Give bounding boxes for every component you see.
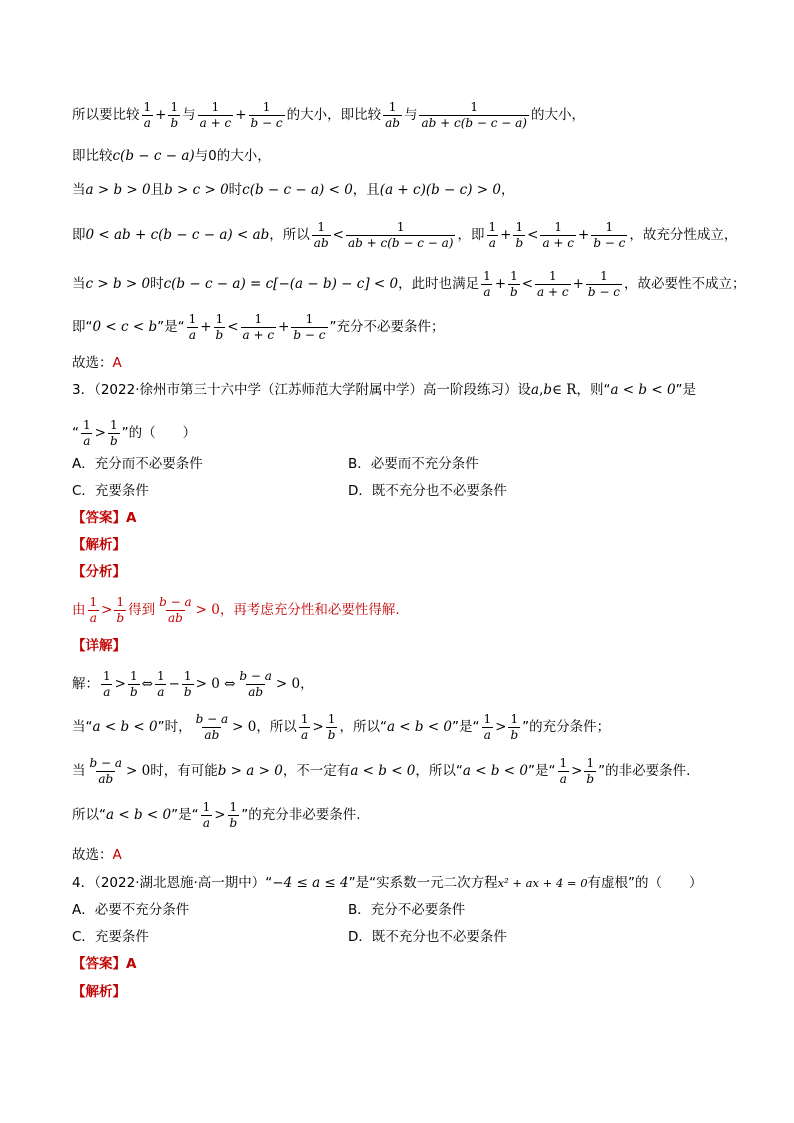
text: 3．（2022·徐州市第三十六中学（江苏师范大学附属中学）高一阶段练习）设 [72, 382, 531, 398]
answer-letter: A [126, 956, 137, 972]
analysis-label: 【解析】 [72, 984, 126, 1000]
text: 且 [150, 182, 165, 198]
text: “ [72, 424, 79, 441]
text: ，故充分性成立， [629, 226, 738, 243]
text: 当“ [72, 718, 93, 735]
text: ，即 [457, 226, 485, 243]
text: ，则“ [576, 382, 611, 398]
frac-1-a: $\frac{1}{a}$ [143, 100, 152, 131]
text: ”的充分非必要条件. [241, 806, 361, 823]
text: ”的（ ） [121, 424, 197, 441]
text: ”的非必要条件. [598, 762, 691, 779]
text: 所以要比较 [72, 106, 140, 123]
text: 故选： [72, 847, 113, 863]
answer-letter: A [112, 847, 122, 863]
q3-choose [72, 849, 122, 863]
text: ”是“ [171, 806, 199, 823]
text: ， [300, 675, 314, 692]
q3-detail-heading [72, 640, 126, 654]
question-3-stem-line2: “ $\frac{1}{a}$ > $\frac{1}{b}$ ”的（ ） [72, 418, 197, 449]
text: ，所以“ [415, 762, 463, 779]
analysis-label: 【解析】 [72, 537, 126, 553]
text: ”是“ [452, 718, 480, 735]
text: ， [500, 182, 515, 198]
text: 与 [403, 106, 418, 123]
q3-fenxi-text: 由 $\frac{1}{a}$ > $\frac{1}{b}$ 得到 $\frac{b - a}{ab}$ > 0 ，再考虑充分性和必要性得解. [72, 595, 400, 626]
q4-option-d[interactable]: D．既不充分也不必要条件 [348, 929, 507, 945]
answer-label: 【答案】 [72, 956, 126, 972]
q3-analysis-heading [72, 539, 126, 553]
q3-option-b[interactable]: B．必要而不充分条件 [348, 456, 479, 472]
text: 时，有可能 [150, 762, 218, 779]
text: 的大小，即比较 [286, 106, 382, 123]
text: 当 [72, 275, 86, 292]
frac-1-apc: $\frac{1}{a + c}$ [199, 100, 232, 131]
q3-solution-4: 所以“ a < b < 0 ”是“ $\frac{1}{a}$ > $\frac{1}{b}$ ”的充分非必要条件. [72, 800, 361, 831]
text: ，所以 [256, 718, 297, 735]
frac-1-bmc: $\frac{1}{b - c}$ [250, 100, 283, 131]
text: 即 [72, 226, 86, 243]
q3-option-a[interactable]: A．充分而不必要条件 [72, 456, 203, 472]
text: ，此时也满足 [398, 275, 480, 292]
text: 时 [150, 275, 164, 292]
text: ，所以 [269, 226, 310, 243]
text: ”是 [675, 382, 697, 398]
text-line-6: 即“ 0 < c < b ”是“ $\frac{1}{a}$ + $\frac{1}{b}$ < $\frac{1}{a + c}$ + $\frac{1}{b - c}$ ”充分不必要条件； [72, 312, 445, 343]
text: 解： [72, 675, 99, 692]
text-line-2: 即比较 c(b − c − a) 与0的大小， [72, 148, 271, 164]
text: 有虚根”的（ ） [587, 875, 703, 891]
text: 故选： [72, 355, 113, 371]
text: 当 [72, 762, 86, 779]
text: ”充分不必要条件； [329, 318, 445, 335]
q3-solution-1: 解： $\frac{1}{a}$ > $\frac{1}{b}$ ⇔ $\frac{1}{a}$ − $\frac{1}{b}$ > 0 ⇔ $\frac{b - a}{ab}$ > 0 ， [72, 669, 314, 700]
text: ，再考虑充分性和必要性得解. [219, 601, 400, 618]
text-line-7 [72, 357, 122, 371]
detail-label: 【详解】 [72, 638, 126, 654]
text: 与 [182, 106, 196, 123]
q3-solution-3: 当 $\frac{b - a}{ab}$ > 0 时，有可能 b > a > 0 ，不一定有 a < b < 0 ，所以“ a < b < 0 ”是“ $\frac{1}{a}$ > $\frac{1}{b}$ ”的非必要条件. [72, 756, 691, 787]
q3-fenxi-heading [72, 566, 126, 580]
text: 的大小， [530, 106, 585, 123]
text: 得到 [128, 601, 156, 618]
text-line-1: 所以要比较 $\frac{1}{a}$ + $\frac{1}{b}$ 与 $\frac{1}{a + c}$ + $\frac{1}{b - c}$ 的大小，即比较 $\frac{1}{ab}$ 与 $\frac{1}{ab + c(b - c - a)}$ 的大小， [72, 100, 585, 131]
text: ”是“实系数一元二次方程 [348, 875, 498, 891]
text: ，且 [352, 182, 380, 198]
text-line-3: 当 a > b > 0 且 b > c > 0 时 c(b − c − a) < 0 ，且 (a + c)(b − c) > 0 ， [72, 182, 515, 198]
text: ”时， [157, 718, 192, 735]
text: ”是“ [527, 762, 556, 779]
text-line-4: 即 0 < ab + c(b − c − a) < ab ，所以 $\frac{1}{ab}$ < $\frac{1}{ab + c(b - c - a)}$ ，即 $\frac{1}{a}$ + $\frac{1}{b}$ < $\frac{1}{a + c}$ + $\frac{1}{b - c}$ ，故充分性成立， [72, 220, 738, 251]
q4-option-c[interactable]: C．充要条件 [72, 929, 149, 945]
fenxi-label: 【分析】 [72, 564, 126, 580]
text: 与0的大小， [194, 148, 271, 164]
q3-option-d[interactable]: D．既不充分也不必要条件 [348, 483, 507, 499]
text: 即“ [72, 318, 93, 335]
text: ”的充分条件； [522, 718, 611, 735]
q3-solution-2: 当“ a < b < 0 ”时， $\frac{b - a}{ab}$ > 0 ，所以 $\frac{1}{a}$ > $\frac{1}{b}$ ，所以“ a < b < 0 ”是“ $\frac{1}{a}$ > $\frac{1}{b}$ ”的充分条件； [72, 712, 611, 743]
frac-1-long: $\frac{1}{ab + c(b - c - a)}$ [421, 100, 527, 131]
text: 所以“ [72, 806, 106, 823]
q4-option-a[interactable]: A．必要不充分条件 [72, 902, 190, 918]
text: ，不一定有 [282, 762, 351, 779]
text-line-5: 当 c > b > 0 时 c(b − c − a) = c[−(a − b) − c] < 0 ，此时也满足 $\frac{1}{a}$ + $\frac{1}{b}$ < $\frac{1}{a + c}$ + $\frac{1}{b - c}$ ，故必要性不成立； [72, 269, 746, 300]
q4-option-b[interactable]: B．充分不必要条件 [348, 902, 466, 918]
text: 即比较 [72, 148, 113, 164]
text: 当 [72, 182, 86, 198]
question-3-stem: 3．（2022·徐州市第三十六中学（江苏师范大学附属中学）高一阶段练习）设 a , b ∈ R ，则“ a < b < 0 ”是 [72, 382, 697, 398]
frac-1-b: $\frac{1}{b}$ [170, 100, 179, 131]
text: ，故必要性不成立； [624, 275, 746, 292]
q3-answer [72, 512, 136, 526]
q3-option-c[interactable]: C．充要条件 [72, 483, 149, 499]
answer-letter: A [112, 355, 122, 371]
q4-analysis-heading [72, 986, 126, 1000]
question-4-stem: 4．（2022·湖北恩施·高一期中）“ −4 ≤ a ≤ 4 ”是“实系数一元二次方程 x² + ax + 4 = 0 有虚根”的（ ） [72, 875, 703, 891]
text: 时 [228, 182, 243, 198]
text: ”是“ [157, 318, 185, 335]
answer-label: 【答案】 [72, 510, 126, 526]
text: 4．（2022·湖北恩施·高一期中）“ [72, 875, 273, 891]
q4-answer [72, 958, 136, 972]
text: 由 [72, 601, 86, 618]
answer-letter: A [126, 510, 137, 526]
text: ，所以“ [339, 718, 387, 735]
frac-1-ab: $\frac{1}{ab}$ [385, 100, 400, 131]
